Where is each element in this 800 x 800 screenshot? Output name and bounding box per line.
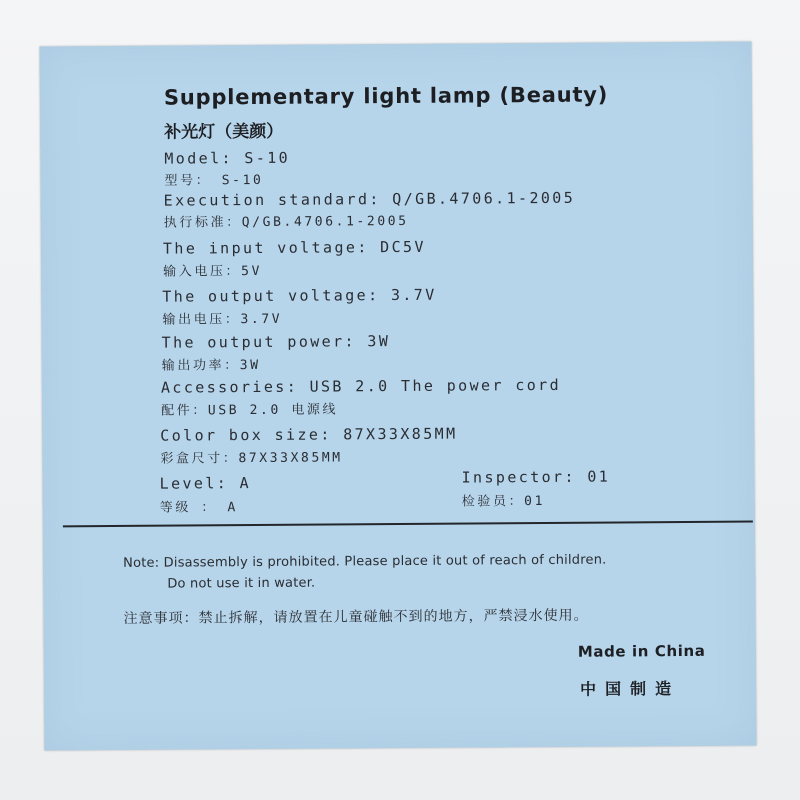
model-zh: 型号： S-10 — [164, 172, 264, 189]
inspector-en: Inspector: 01 — [461, 467, 611, 487]
accessories-en: Accessories: USB 2.0 The power cord — [160, 375, 562, 397]
standard-zh: 执行标准：Q/GB.4706.1-2005 — [163, 213, 409, 231]
level-en: Level: A — [159, 474, 252, 493]
product-label-card — [40, 42, 757, 751]
input-voltage-zh: 输入电压：5V — [163, 263, 263, 280]
output-voltage-zh: 输出电压：3.7V — [162, 311, 283, 328]
model-en: Model: S-10 — [164, 148, 291, 168]
note-en-line2: Do not use it in water. — [167, 575, 316, 592]
accessories-zh: 配件：USB 2.0 电源线 — [161, 402, 339, 419]
made-in-china-en: Made in China — [577, 641, 706, 661]
output-voltage-en: The output voltage: 3.7V — [162, 285, 437, 306]
note-en-line1: Note: Disassembly is prohibited. Please place it out of reach of children. — [123, 552, 607, 571]
note-zh: 注意事项：禁止拆解，请放置在儿童碰触不到的地方，严禁浸水使用。 — [123, 607, 589, 627]
color-box-size-en: Color box size: 87X33X85MM — [160, 424, 458, 445]
product-title-en: Supplementary light lamp (Beauty) — [163, 82, 609, 110]
input-voltage-en: The input voltage: DC5V — [162, 237, 426, 258]
output-power-zh: 输出功率：3W — [161, 357, 261, 374]
inspector-zh: 检验员：01 — [461, 493, 546, 510]
output-power-en: The output power: 3W — [161, 332, 391, 352]
level-zh: 等级 ： A — [159, 500, 238, 516]
made-in-china-zh: 中国制造 — [579, 679, 681, 699]
color-box-size-zh: 彩盒尺寸：87X33X85MM — [160, 450, 343, 467]
product-title-zh: 补光灯（美颜） — [164, 121, 284, 143]
section-divider — [63, 521, 753, 528]
standard-en: Execution standard: Q/GB.4706.1-2005 — [163, 188, 576, 210]
